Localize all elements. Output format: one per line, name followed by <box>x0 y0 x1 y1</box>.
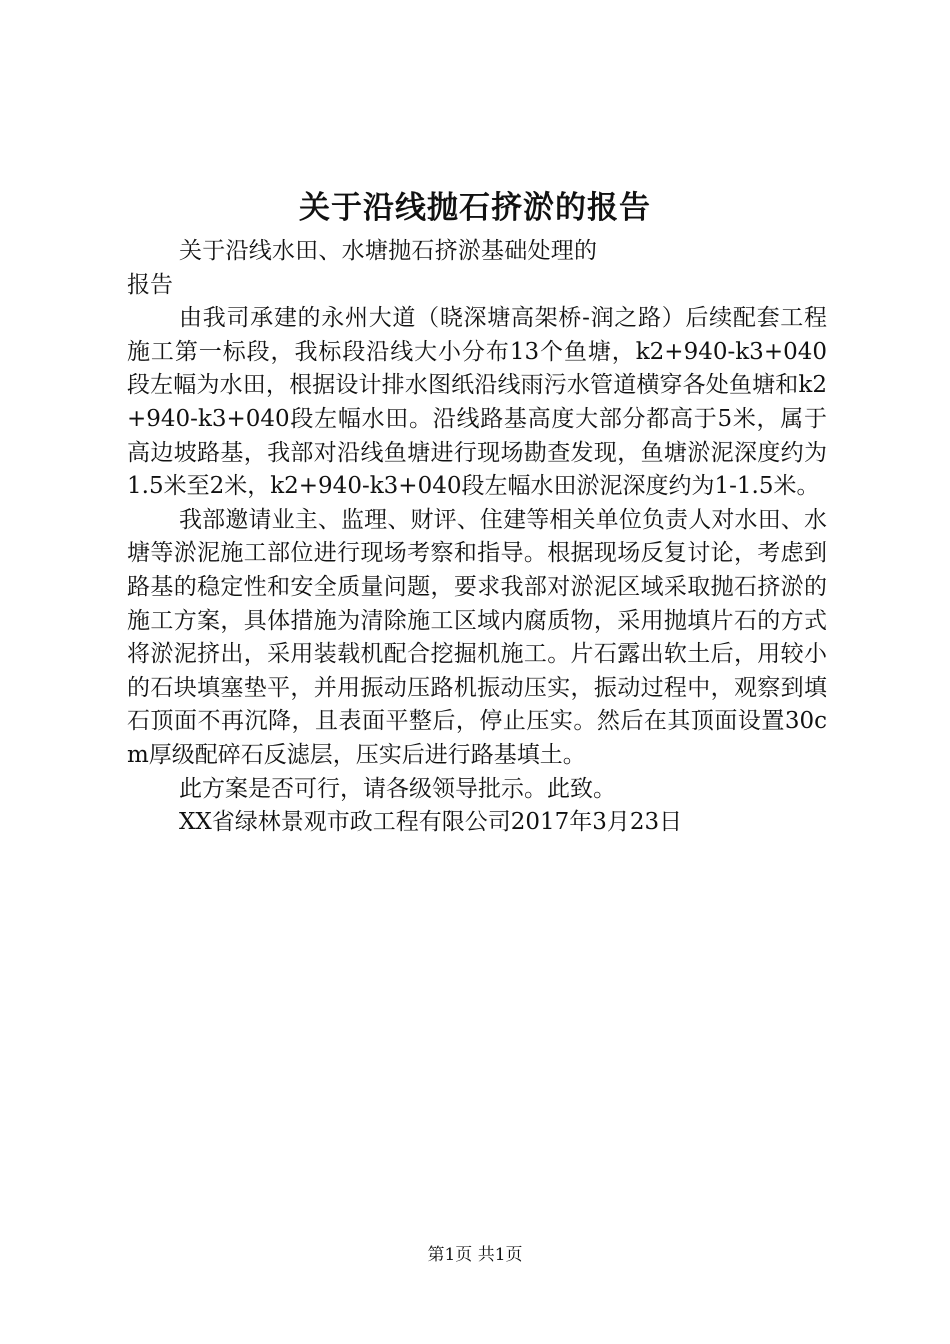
signature-line: XX省绿林景观市政工程有限公司2017年3月23日 <box>179 809 683 836</box>
document-subtitle: 关于沿线水田、水塘抛石挤淤基础处理的报告 <box>127 238 597 298</box>
document-title: 关于沿线抛石挤淤的报告 <box>299 190 651 226</box>
page-footer: 第1页 共1页 <box>427 1245 523 1265</box>
paragraph-2: 我部邀请业主、监理、财评、住建等相关单位负责人对水田、水塘等淤泥施工部位进行现场考察和指导。根据现场反复讨论，考虑到路基的稳定性和安全质量问题，要求我部对淤泥区域采取抛石挤淤的施工方案，具体措施为清除施工区域内腐质物，采用抛填片石的方式将淤泥挤出，采用装载机配合挖掘机施工。片石露出软土后，用较小的石块填塞垫平，并用振动压路机振动压实，振动过程中，观察到填石顶面不再沉降，且表面平整后，停止压实。然后在其顶面设置30cm厚级配碎石反滤层，压实后进行路基填土。 <box>127 506 827 768</box>
paragraph-1: 由我司承建的永州大道（晓深塘高架桥-润之路）后续配套工程施工第一标段，我标段沿线大小分布13个鱼塘，k2+940-k3+040段左幅为水田，根据设计排水图纸沿线雨污水管道横穿各处鱼塘和k2+940-k3+040段左幅水田。沿线路基高度大部分都高于5米，属于高边坡路基，我部对沿线鱼塘进行现场勘查发现，鱼塘淤泥深度约为1.5米至2米，k2+940-k3+040段左幅水田淤泥深度约为1-1.5米。 <box>127 305 827 500</box>
paragraph-3: 此方案是否可行，请各级领导批示。此致。 <box>179 775 616 802</box>
document-body <box>127 235 827 840</box>
